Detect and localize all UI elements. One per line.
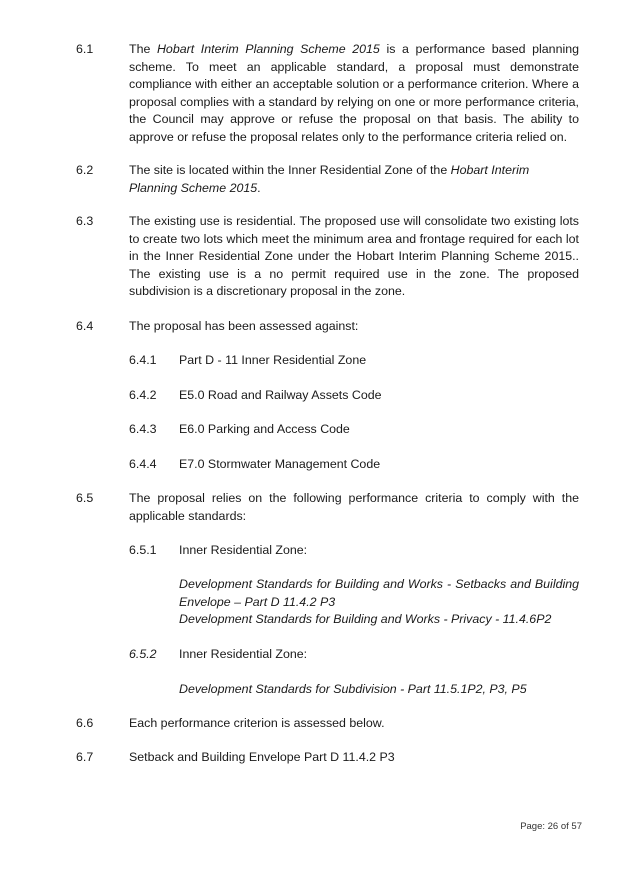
subsection-number: 6.4.3 [129,422,157,436]
subsection-number: 6.5.2 [129,647,157,661]
section-text: The proposal has been assessed against: [129,319,359,333]
section-number: 6.1 [76,42,94,56]
criteria-detail: Development Standards for Building and Works - Setbacks and Building Envelope – Part D 11.4.2 P3 [179,577,579,609]
subsection-text: Inner Residential Zone: [179,647,308,661]
section-text: The site is located within the Inner Residential Zone of the Hobart Interim Planning Scheme 2015. [129,163,530,195]
subsection-number: 6.5.1 [129,543,157,557]
section-text: Setback and Building Envelope Part D 11.4.2 P3 [129,750,395,764]
subsection-text: E7.0 Stormwater Management Code [179,457,381,471]
criteria-detail: Development Standards for Building and Works - Privacy - 11.4.6P2 [179,612,552,626]
section-number: 6.6 [76,716,94,730]
section-text: The proposal relies on the following performance criteria to comply with the applicable standards: [129,491,579,523]
subsection-number: 6.4.4 [129,457,157,471]
section-number: 6.5 [76,491,94,505]
page-number: Page: 26 of 57 [520,821,582,832]
section-number: 6.3 [76,214,94,228]
scheme-name: Hobart Interim Planning Scheme 2015 [156,42,380,56]
subsection-text: Inner Residential Zone: [179,543,308,557]
criteria-detail: Development Standards for Subdivision - Part 11.5.1P2, P3, P5 [179,682,527,696]
section-number: 6.2 [76,163,94,177]
section-number: 6.7 [76,750,94,764]
subsection-number: 6.4.2 [129,388,157,402]
section-text: The Hobart Interim Planning Scheme 2015 is a performance based planning scheme. To meet an applicable standard, a proposal must demonstrate compliance with either an acceptable solution or a performance criterion. Where a proposal complies with a standard by relying on one or more performance criteria, the Council may approve or refuse the proposal on that basis. The ability to approve or refuse the proposal relates only to the performance criteria relied on. [129,42,579,144]
subsection-text: E5.0 Road and Railway Assets Code [179,388,382,402]
section-text: Each performance criterion is assessed below. [129,716,385,730]
subsection-text: Part D - 11 Inner Residential Zone [179,353,367,367]
section-number: 6.4 [76,319,94,333]
section-text: The existing use is residential. The proposed use will consolidate two existing lots to create two lots which meet the minimum area and frontage required for each lot in the Inner Residential Zone under the Hobart Interim Planning Scheme 2015.. The existing use is a no permit required use in the zone. The proposed subdivision is a discretionary proposal in the zone. [129,214,579,298]
scheme-name: Hobart Interim Planning Scheme 2015 [129,163,530,195]
subsection-text: E6.0 Parking and Access Code [179,422,350,436]
subsection-number: 6.4.1 [129,353,157,367]
